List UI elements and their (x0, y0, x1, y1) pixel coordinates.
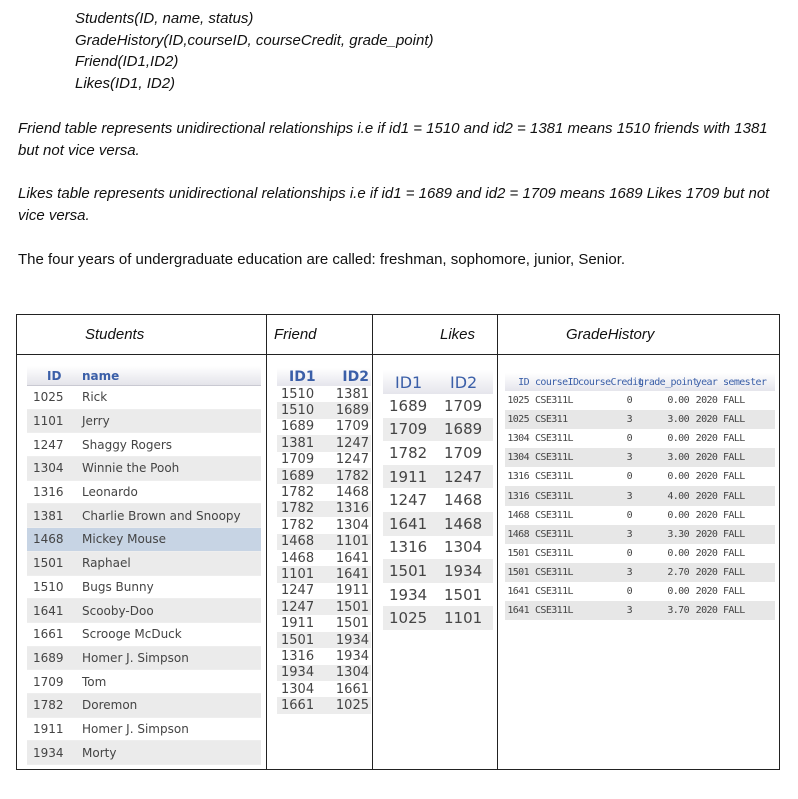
table-cell: 1468 (444, 491, 483, 510)
table-cell: 1782 (33, 698, 64, 713)
students-table (27, 366, 261, 765)
schema-list (75, 8, 433, 94)
table-row (505, 582, 775, 601)
table-cell: 1304 (507, 452, 529, 464)
table-row (27, 433, 261, 457)
table-cell: FALL (723, 566, 745, 578)
table-cell: FALL (723, 509, 745, 521)
table-cell: 0.00 (667, 509, 689, 521)
table-row (277, 665, 371, 681)
table-cell: 3.00 (667, 452, 689, 464)
table-row (277, 648, 371, 664)
table-cell: 2020 (695, 605, 718, 617)
table-row (277, 501, 371, 517)
table-cell: 2020 (695, 433, 718, 445)
table-row (277, 435, 371, 451)
table-cell: 1689 (444, 420, 483, 439)
table-cell: 1689 (281, 468, 315, 484)
table-cell: 1934 (33, 745, 64, 760)
table-row (277, 550, 371, 566)
table-cell: 1381 (33, 508, 64, 523)
table-cell: 1316 (33, 485, 64, 500)
column-divider (372, 314, 373, 770)
table-cell: 1316 (389, 538, 428, 557)
table-cell: 1641 (507, 585, 529, 597)
table-cell: FALL (723, 605, 745, 617)
table-cell: 2.70 (667, 566, 689, 578)
table-cell: 2020 (695, 566, 718, 578)
column-header-id: ID (518, 376, 529, 388)
column-header-course-credit: courseCredit (578, 376, 644, 388)
table-cell: 1689 (33, 650, 64, 665)
schema-students: Students(ID, name, status) (75, 10, 254, 27)
table-cell: 3 (626, 490, 632, 502)
table-row (383, 441, 493, 465)
table-row (505, 429, 775, 448)
table-cell: 1501 (33, 556, 64, 571)
table-row (27, 647, 261, 671)
table-cell: 1911 (281, 616, 315, 632)
table-cell: Tom (82, 674, 107, 689)
table-cell: 1709 (335, 419, 369, 435)
table-cell: Homer J. Simpson (82, 721, 189, 736)
table-cell: 2020 (695, 528, 718, 540)
table-cell: 1316 (281, 648, 315, 664)
schema-friend: Friend(ID1,ID2) (75, 53, 179, 70)
table-cell: 1782 (281, 517, 315, 533)
table-cell: Homer J. Simpson (82, 650, 189, 665)
likes-table-header-row (383, 370, 493, 394)
table-row (505, 486, 775, 505)
table-cell: 1247 (281, 583, 315, 599)
table-cell: 2020 (695, 395, 718, 407)
column-header-id: ID (47, 368, 62, 383)
table-row (27, 552, 261, 576)
table-row (27, 481, 261, 505)
table-cell: 1709 (281, 452, 315, 468)
table-cell: CSE311L (535, 585, 573, 597)
table-row (27, 410, 261, 434)
table-cell: 1101 (444, 609, 483, 628)
table-cell: 1641 (389, 514, 428, 533)
table-row (383, 512, 493, 536)
table-cell: 1304 (444, 538, 483, 557)
column-divider (266, 314, 267, 770)
table-cell: 2020 (695, 452, 718, 464)
table-cell: 3 (626, 605, 632, 617)
grade-history-table-header-row (505, 373, 775, 391)
table-row (505, 506, 775, 525)
table-cell: 1247 (335, 435, 369, 451)
table-cell: 0 (626, 509, 632, 521)
table-cell: 1510 (281, 386, 315, 402)
table-cell: 1468 (281, 534, 315, 550)
column-header-grade-point: grade_point (638, 376, 698, 388)
table-cell: 1381 (335, 386, 369, 402)
table-cell: 1025 (507, 414, 529, 426)
table-cell: 3 (626, 452, 632, 464)
table-cell: Morty (82, 745, 117, 760)
table-cell: 1316 (507, 471, 529, 483)
table-row (277, 566, 371, 582)
table-row (27, 718, 261, 742)
table-row (27, 623, 261, 647)
table-cell: 1661 (335, 681, 369, 697)
table-cell: 1304 (281, 681, 315, 697)
table-cell: 1911 (33, 721, 64, 736)
table-cell: 1316 (335, 501, 369, 517)
table-cell: 1782 (389, 443, 428, 462)
table-cell: 3 (626, 528, 632, 540)
table-cell: 2020 (695, 509, 718, 521)
table-cell: CSE311L (535, 509, 573, 521)
table-row (383, 536, 493, 560)
table-cell: 1641 (335, 566, 369, 582)
schema-grade-history: GradeHistory(ID,courseID, courseCredit, grade_point) (75, 31, 434, 49)
table-cell: 1304 (33, 461, 64, 476)
friend-header: Friend (274, 326, 317, 343)
table-cell: 1304 (335, 517, 369, 533)
table-row (277, 386, 371, 402)
table-cell: 2020 (695, 471, 718, 483)
table-cell: CSE311L (535, 528, 573, 540)
table-cell: CSE311L (535, 452, 573, 464)
column-header-year: year (695, 376, 718, 388)
table-cell: 1501 (335, 616, 369, 632)
column-header-id1: ID1 (289, 369, 316, 385)
table-row (27, 694, 261, 718)
table-cell: CSE311L (535, 433, 573, 445)
table-cell: Jerry (82, 414, 110, 429)
table-cell: 1934 (335, 632, 369, 648)
table-cell: 1510 (281, 403, 315, 419)
table-cell: 2020 (695, 547, 718, 559)
grade-history-table (505, 373, 775, 620)
table-cell: 1689 (335, 403, 369, 419)
table-row (277, 583, 371, 599)
table-cell: 1934 (444, 561, 483, 580)
table-cell: Charlie Brown and Snoopy (82, 508, 241, 523)
table-cell: CSE311L (535, 566, 573, 578)
table-cell: 1025 (335, 698, 369, 714)
table-cell: 1025 (389, 609, 428, 628)
table-row (277, 534, 371, 550)
table-row (27, 741, 261, 765)
table-cell: 1709 (33, 674, 64, 689)
table-cell: 0.00 (667, 585, 689, 597)
table-cell: FALL (723, 395, 745, 407)
table-cell: 1101 (281, 566, 315, 582)
table-cell: 1501 (281, 632, 315, 648)
table-row (277, 452, 371, 468)
table-cell: 0 (626, 433, 632, 445)
table-cell: CSE311L (535, 490, 573, 502)
table-cell: Raphael (82, 556, 131, 571)
table-cell: CSE311L (535, 547, 573, 559)
table-row (383, 559, 493, 583)
table-row (27, 457, 261, 481)
table-cell: 3.00 (667, 414, 689, 426)
table-row (277, 632, 371, 648)
table-cell: 1501 (389, 561, 428, 580)
table-cell: 2020 (695, 414, 718, 426)
table-cell: 3 (626, 414, 632, 426)
table-cell: 1468 (281, 550, 315, 566)
table-cell: FALL (723, 585, 745, 597)
table-row (383, 418, 493, 442)
table-cell: FALL (723, 490, 745, 502)
column-divider (497, 314, 498, 770)
table-cell: Scrooge McDuck (82, 627, 182, 642)
table-row (27, 504, 261, 528)
table-cell: 0.00 (667, 547, 689, 559)
likes-table (383, 370, 493, 630)
column-header-course-id: courseID (535, 376, 579, 388)
table-row (383, 606, 493, 630)
table-cell: 1304 (507, 433, 529, 445)
table-cell: 3 (626, 566, 632, 578)
table-cell: 1782 (335, 468, 369, 484)
table-cell: 1689 (281, 419, 315, 435)
table-cell: Leonardo (82, 485, 138, 500)
table-cell: 1101 (335, 534, 369, 550)
table-cell: 1911 (389, 467, 428, 486)
years-note: The four years of undergraduate education are called: freshman, sophomore, junior, Senior. (18, 251, 626, 268)
table-cell: CSE311L (535, 605, 573, 617)
table-row (383, 465, 493, 489)
table-cell: 1661 (33, 627, 64, 642)
table-row (27, 599, 261, 623)
table-cell: CSE311 (535, 414, 568, 426)
table-cell: 0 (626, 471, 632, 483)
table-cell: FALL (723, 528, 745, 540)
table-cell: 1641 (33, 603, 64, 618)
table-row (277, 468, 371, 484)
table-cell: 1247 (444, 467, 483, 486)
table-cell: 1468 (507, 528, 529, 540)
likes-header: Likes (440, 326, 476, 343)
table-row (277, 681, 371, 697)
table-cell: 1316 (507, 490, 529, 502)
table-cell: FALL (723, 471, 745, 483)
table-cell: 1468 (444, 514, 483, 533)
table-cell: 1641 (507, 605, 529, 617)
table-row (277, 419, 371, 435)
table-row (27, 528, 261, 552)
table-cell: 3.30 (667, 528, 689, 540)
table-cell: 4.00 (667, 490, 689, 502)
table-cell: 1247 (389, 491, 428, 510)
table-row (383, 488, 493, 512)
table-cell: 1025 (33, 390, 64, 405)
friend-note: Friend table represents unidirectional relationships i.e if id1 = 1510 and id2 = 1381 means 1510 friends with 1381 but not vice versa. (18, 120, 768, 159)
table-cell: 1709 (444, 443, 483, 462)
table-cell: 1782 (281, 485, 315, 501)
column-header-semester: semester (723, 376, 767, 388)
table-row (277, 697, 371, 713)
table-cell: 1101 (33, 414, 64, 429)
table-cell: 1661 (281, 698, 315, 714)
table-cell: 1934 (281, 665, 315, 681)
grade-history-header: GradeHistory (566, 326, 655, 343)
table-cell: FALL (723, 452, 745, 464)
table-cell: 1025 (507, 395, 529, 407)
table-row (505, 525, 775, 544)
header-divider (16, 354, 780, 355)
table-cell: Winnie the Pooh (82, 461, 180, 476)
column-header-id2: ID2 (450, 372, 478, 392)
table-row (27, 670, 261, 694)
table-cell: 1709 (389, 420, 428, 439)
table-cell: 1468 (335, 485, 369, 501)
friend-table (277, 368, 371, 714)
table-row (277, 599, 371, 615)
table-cell: FALL (723, 547, 745, 559)
students-table-header-row (27, 366, 261, 386)
table-cell: 2020 (695, 490, 718, 502)
table-row (505, 467, 775, 486)
table-cell: 1934 (389, 585, 428, 604)
table-cell: 1911 (335, 583, 369, 599)
table-cell: 0.00 (667, 395, 689, 407)
table-cell: CSE311L (535, 471, 573, 483)
table-cell: 1247 (335, 452, 369, 468)
table-row (277, 402, 371, 418)
table-cell: 0 (626, 585, 632, 597)
table-cell: CSE311L (535, 395, 573, 407)
table-cell: Shaggy Rogers (82, 437, 173, 452)
table-cell: 1510 (33, 579, 64, 594)
table-row (505, 544, 775, 563)
table-cell: 1468 (507, 509, 529, 521)
students-header: Students (85, 326, 145, 343)
table-cell: 0.00 (667, 433, 689, 445)
table-row (383, 394, 493, 418)
column-header-id2: ID2 (342, 369, 369, 385)
schema-likes: Likes(ID1, ID2) (75, 74, 176, 92)
table-row (27, 576, 261, 600)
table-cell: Doremon (82, 698, 138, 713)
table-cell: 2020 (695, 585, 718, 597)
table-cell: Bugs Bunny (82, 579, 154, 594)
table-cell: 0 (626, 547, 632, 559)
table-cell: Rick (82, 390, 108, 405)
table-cell: 0 (626, 395, 632, 407)
table-row (277, 615, 371, 631)
table-cell: Mickey Mouse (82, 532, 167, 547)
table-row (277, 517, 371, 533)
table-cell: 1709 (444, 396, 483, 415)
table-cell: 1304 (335, 665, 369, 681)
table-cell: 0.00 (667, 471, 689, 483)
column-header-id1: ID1 (395, 372, 423, 392)
table-row (505, 410, 775, 429)
table-cell: FALL (723, 414, 745, 426)
table-cell: 1641 (335, 550, 369, 566)
table-cell: 1247 (281, 599, 315, 615)
table-row (505, 601, 775, 620)
table-cell: 1501 (507, 566, 529, 578)
table-cell: 1501 (444, 585, 483, 604)
table-row (277, 484, 371, 500)
table-row (505, 563, 775, 582)
table-cell: 1934 (335, 648, 369, 664)
table-cell: 1689 (389, 396, 428, 415)
table-cell: 1501 (335, 599, 369, 615)
table-row (505, 391, 775, 410)
table-row (383, 583, 493, 607)
table-cell: FALL (723, 433, 745, 445)
column-header-name: name (82, 368, 120, 383)
table-row (505, 448, 775, 467)
table-cell: Scooby-Doo (82, 603, 154, 618)
table-cell: 3.70 (667, 605, 689, 617)
table-cell: 1381 (281, 435, 315, 451)
table-row (27, 386, 261, 410)
table-cell: 1501 (507, 547, 529, 559)
table-cell: 1468 (33, 532, 64, 547)
likes-note: Likes table represents unidirectional relationships i.e if id1 = 1689 and id2 = 1709 means 1689 Likes 1709 but not vice versa. (18, 185, 770, 224)
table-cell: 1782 (281, 501, 315, 517)
friend-table-header-row (277, 368, 371, 386)
table-cell: 1247 (33, 437, 64, 452)
